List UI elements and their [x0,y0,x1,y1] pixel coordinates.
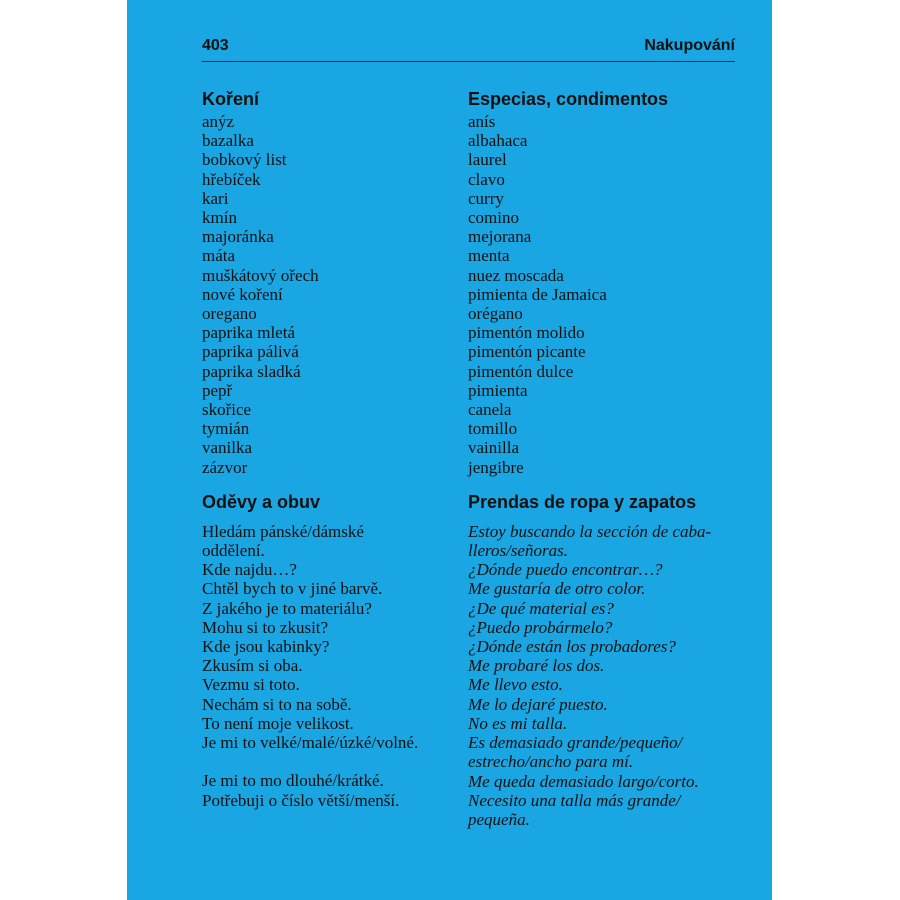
list-item: pimentón picante [468,342,586,362]
list-item: zázvor [202,457,248,477]
spanish-column [468,86,743,829]
list-item: To není moje velikost. [202,713,354,733]
list-item: oddělení. [202,541,265,561]
list-item: Me llevo esto. [468,675,563,695]
spices-list-cz [202,112,462,477]
list-item: anís [468,112,496,131]
list-item: Mohu si to zkusit? [202,617,329,637]
list-item: Me gustaría de otro color. [468,579,646,599]
list-item: menta [468,246,510,266]
list-item: pepř [202,380,233,400]
list-item: Chtěl bych to v jiné barvě. [202,579,383,599]
list-item: estrecho/ancho para mí. [468,752,634,772]
section-spacer [468,477,743,489]
list-item: pequeña. [468,809,530,829]
list-item: paprika mletá [202,323,295,343]
clothes-list-es [468,522,743,829]
list-item: ¿Dónde puedo encontrar…? [468,560,663,580]
section-spacer [468,515,743,522]
list-item: orégano [468,304,523,324]
spices-heading-es: Especias, condimentos [468,89,669,109]
list-item: Estoy buscando la sección de caba- [468,521,712,541]
section-title: Nakupování [644,37,735,54]
list-item: ¿Dónde están los probadores? [468,637,676,657]
list-item: curry [468,188,504,208]
list-item: Je mi to mo dlouhé/krátké. [202,771,384,791]
list-item: ¿Puedo probármelo? [468,617,613,637]
list-item: Nechám si to na sobě. [202,694,352,714]
list-item: hřebíček [202,169,261,189]
list-item: vainilla [468,438,519,458]
list-item: Zkusím si oba. [202,656,303,676]
clothes-heading-cz: Oděvy a obuv [202,491,321,512]
list-item: bobkový list [202,150,287,170]
list-item: Necesito una talla más grande/ [468,790,681,810]
list-item: nové koření [202,284,283,304]
page-number: 403 [202,37,229,54]
spices-list-es [468,112,743,477]
list-item: Je mi to velké/malé/úzké/volné. [202,733,419,753]
list-item: majoránka [202,227,274,247]
list-item: Es demasiado grande/pequeño/ [468,733,683,753]
list-item: Me queda demasiado largo/corto. [468,771,699,791]
list-item: Kde jsou kabinky? [202,637,330,657]
list-item: Z jakého je to materiálu? [202,598,372,618]
list-item: tymián [202,419,250,439]
clothes-heading-es: Prendas de ropa y zapatos [468,491,697,512]
list-item: vanilka [202,438,253,458]
list-item: Potřebuji o číslo větší/menší. [202,790,400,810]
list-item: Me probaré los dos. [468,656,605,676]
list-item: laurel [468,150,507,170]
list-item: máta [202,246,236,266]
list-item: Me lo dejaré puesto. [468,694,608,714]
list-item: pimienta de Jamaica [468,284,607,304]
list-item: pimienta [468,380,528,400]
list-item: kari [202,188,229,208]
section-spacer [202,515,462,522]
list-item: ¿De qué material es? [468,598,614,618]
clothes-list-cz [202,522,462,810]
list-item: paprika sladká [202,361,301,381]
list-item: pimentón molido [468,323,585,343]
list-item: muškátový ořech [202,265,319,285]
list-item: mejorana [468,227,532,247]
list-item: comino [468,208,519,228]
blank-line [202,752,462,771]
czech-column [202,86,462,810]
spices-heading-cz: Koření [202,89,260,109]
list-item: Vezmu si toto. [202,675,300,695]
list-item: kmín [202,208,237,228]
list-item: Hledám pánské/dámské [202,521,364,541]
list-item: albahaca [468,131,528,151]
book-page [127,0,772,900]
list-item: tomillo [468,419,518,439]
section-spacer [202,477,462,489]
list-item: jengibre [468,457,524,477]
list-item: canela [468,400,512,420]
list-item: oregano [202,304,257,324]
list-item: paprika pálivá [202,342,299,362]
list-item: skořice [202,400,252,420]
list-item: Kde najdu…? [202,560,297,580]
list-item: lleros/señoras. [468,541,568,561]
list-item: clavo [468,169,505,189]
page-header [202,35,735,62]
list-item: pimentón dulce [468,361,574,381]
list-item: anýz [202,112,235,131]
list-item: bazalka [202,131,254,151]
list-item: No es mi talla. [468,713,568,733]
list-item: nuez moscada [468,265,564,285]
